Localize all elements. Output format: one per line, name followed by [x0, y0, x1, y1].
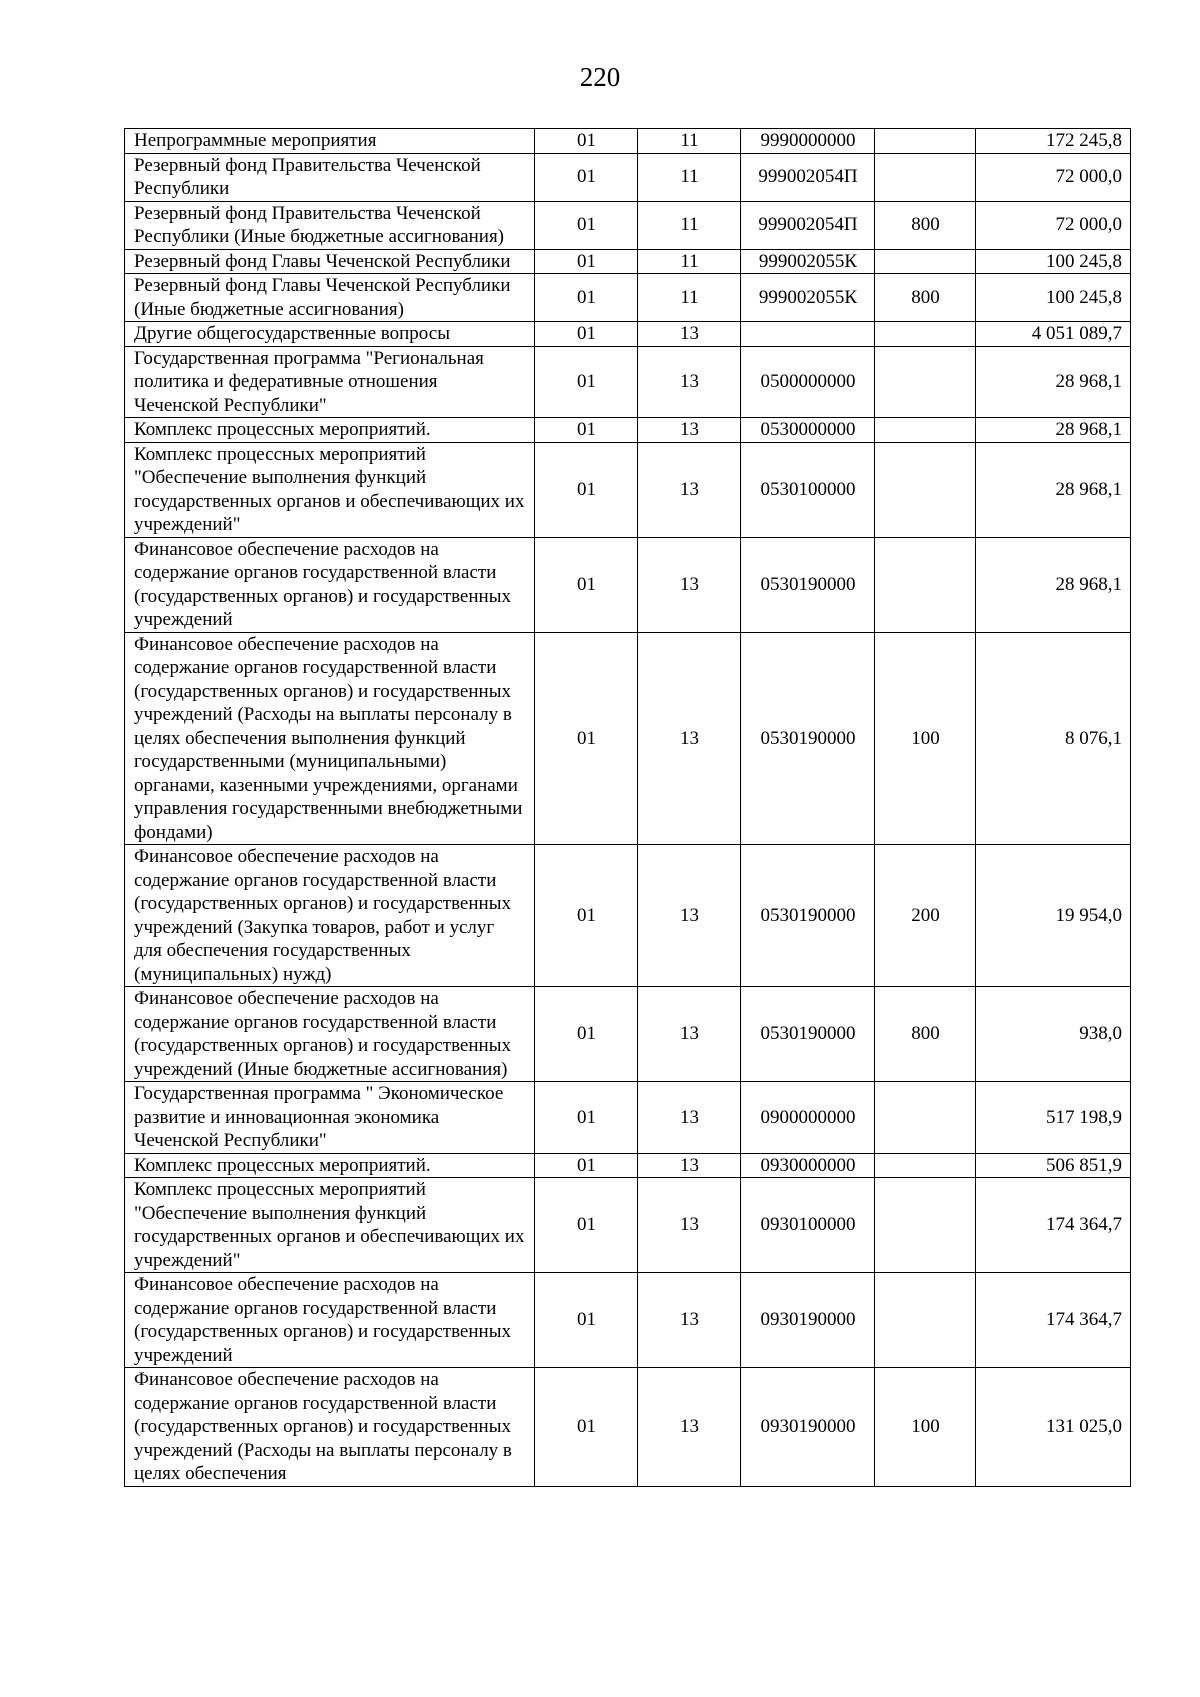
cell-amount: 938,0 [976, 987, 1131, 1082]
cell-name: Резервный фонд Главы Чеченской Республики (Иные бюджетные ассигнования) [125, 274, 535, 322]
cell-expense-type [875, 249, 976, 274]
table-row [125, 274, 1131, 322]
cell-amount: 4 051 089,7 [976, 322, 1131, 347]
cell-section: 01 [535, 201, 638, 249]
table-row [125, 346, 1131, 418]
cell-name: Государственная программа "Региональная политика и федеративные отношения Чеченской Республики" [125, 346, 535, 418]
cell-section: 01 [535, 322, 638, 347]
cell-amount: 100 245,8 [976, 249, 1131, 274]
cell-expense-type [875, 1178, 976, 1273]
cell-name: Резервный фонд Правительства Чеченской Республики [125, 153, 535, 201]
table-row [125, 201, 1131, 249]
table-row [125, 537, 1131, 632]
cell-target-article: 999002054П [741, 201, 875, 249]
cell-expense-type [875, 129, 976, 154]
cell-amount: 506 851,9 [976, 1153, 1131, 1178]
table-row [125, 845, 1131, 987]
cell-subsection: 11 [638, 129, 741, 154]
cell-expense-type [875, 322, 976, 347]
cell-expense-type: 200 [875, 845, 976, 987]
table-row [125, 442, 1131, 537]
cell-amount: 72 000,0 [976, 153, 1131, 201]
cell-amount: 19 954,0 [976, 845, 1131, 987]
cell-amount: 72 000,0 [976, 201, 1131, 249]
cell-section: 01 [535, 1153, 638, 1178]
cell-target-article: 0530000000 [741, 418, 875, 443]
cell-section: 01 [535, 249, 638, 274]
cell-name: Другие общегосударственные вопросы [125, 322, 535, 347]
cell-target-article: 9990000000 [741, 129, 875, 154]
cell-expense-type [875, 537, 976, 632]
cell-expense-type: 800 [875, 274, 976, 322]
cell-expense-type [875, 418, 976, 443]
cell-amount: 172 245,8 [976, 129, 1131, 154]
cell-subsection: 13 [638, 1178, 741, 1273]
cell-section: 01 [535, 1178, 638, 1273]
table-row [125, 322, 1131, 347]
cell-expense-type [875, 1153, 976, 1178]
cell-target-article: 0500000000 [741, 346, 875, 418]
cell-name: Резервный фонд Правительства Чеченской Республики (Иные бюджетные ассигнования) [125, 201, 535, 249]
cell-target-article: 0530190000 [741, 845, 875, 987]
cell-target-article: 0900000000 [741, 1082, 875, 1154]
cell-name: Резервный фонд Главы Чеченской Республики [125, 249, 535, 274]
table-row [125, 418, 1131, 443]
table-row [125, 249, 1131, 274]
cell-section: 01 [535, 845, 638, 987]
cell-target-article: 0530190000 [741, 537, 875, 632]
cell-subsection: 13 [638, 346, 741, 418]
cell-target-article: 0930000000 [741, 1153, 875, 1178]
cell-subsection: 11 [638, 274, 741, 322]
cell-name: Финансовое обеспечение расходов на содержание органов государственной власти (государственных органов) и государственных учреждений [125, 1273, 535, 1368]
cell-subsection: 13 [638, 418, 741, 443]
cell-section: 01 [535, 537, 638, 632]
cell-expense-type [875, 153, 976, 201]
table-row [125, 129, 1131, 154]
cell-amount: 28 968,1 [976, 346, 1131, 418]
cell-amount: 28 968,1 [976, 442, 1131, 537]
cell-target-article: 0530190000 [741, 987, 875, 1082]
cell-subsection: 13 [638, 322, 741, 347]
cell-subsection: 11 [638, 201, 741, 249]
table-row [125, 1178, 1131, 1273]
cell-section: 01 [535, 442, 638, 537]
cell-subsection: 13 [638, 442, 741, 537]
cell-target-article [741, 322, 875, 347]
cell-target-article: 999002055К [741, 274, 875, 322]
cell-name: Государственная программа " Экономическое развитие и инновационная экономика Чеченской Республики" [125, 1082, 535, 1154]
cell-section: 01 [535, 1368, 638, 1487]
cell-expense-type: 100 [875, 1368, 976, 1487]
budget-table-body [125, 129, 1131, 1487]
cell-expense-type: 100 [875, 632, 976, 845]
cell-section: 01 [535, 346, 638, 418]
cell-subsection: 13 [638, 845, 741, 987]
cell-target-article: 0530100000 [741, 442, 875, 537]
cell-expense-type [875, 1273, 976, 1368]
cell-expense-type: 800 [875, 987, 976, 1082]
cell-section: 01 [535, 274, 638, 322]
cell-expense-type [875, 1082, 976, 1154]
cell-subsection: 11 [638, 249, 741, 274]
cell-target-article: 0530190000 [741, 632, 875, 845]
table-row [125, 153, 1131, 201]
cell-name: Комплекс процессных мероприятий. [125, 1153, 535, 1178]
cell-subsection: 13 [638, 1082, 741, 1154]
cell-name: Финансовое обеспечение расходов на содержание органов государственной власти (государственных органов) и государственных учреждений (Закупка товаров, работ и услуг для обеспечения государственных (муниципальных) нужд) [125, 845, 535, 987]
cell-name: Финансовое обеспечение расходов на содержание органов государственной власти (государственных органов) и государственных учреждений (Иные бюджетные ассигнования) [125, 987, 535, 1082]
cell-target-article: 0930190000 [741, 1368, 875, 1487]
cell-name: Комплекс процессных мероприятий "Обеспечение выполнения функций государственных органов и обеспечивающих их учреждений" [125, 442, 535, 537]
cell-section: 01 [535, 632, 638, 845]
cell-subsection: 11 [638, 153, 741, 201]
cell-section: 01 [535, 153, 638, 201]
cell-name: Финансовое обеспечение расходов на содержание органов государственной власти (государственных органов) и государственных учреждений (Расходы на выплаты персоналу в целях обеспечения выполнения функций государственными (муниципальными) органами, казенными учреждениями, органами управления государственными внебюджетными фондами) [125, 632, 535, 845]
cell-subsection: 13 [638, 632, 741, 845]
cell-target-article: 999002055К [741, 249, 875, 274]
cell-name: Комплекс процессных мероприятий. [125, 418, 535, 443]
cell-amount: 8 076,1 [976, 632, 1131, 845]
table-row [125, 1368, 1131, 1487]
cell-subsection: 13 [638, 1368, 741, 1487]
cell-section: 01 [535, 129, 638, 154]
cell-target-article: 999002054П [741, 153, 875, 201]
cell-subsection: 13 [638, 1273, 741, 1368]
cell-amount: 131 025,0 [976, 1368, 1131, 1487]
table-row [125, 1273, 1131, 1368]
cell-amount: 174 364,7 [976, 1178, 1131, 1273]
cell-amount: 100 245,8 [976, 274, 1131, 322]
cell-section: 01 [535, 1082, 638, 1154]
cell-subsection: 13 [638, 1153, 741, 1178]
cell-expense-type [875, 442, 976, 537]
cell-amount: 28 968,1 [976, 418, 1131, 443]
cell-target-article: 0930190000 [741, 1273, 875, 1368]
page-number: 220 [579, 62, 621, 92]
cell-subsection: 13 [638, 537, 741, 632]
budget-table [124, 128, 1131, 1487]
cell-section: 01 [535, 418, 638, 443]
cell-name: Непрограммные мероприятия [125, 129, 535, 154]
cell-subsection: 13 [638, 987, 741, 1082]
cell-name: Комплекс процессных мероприятий "Обеспечение выполнения функций государственных органов и обеспечивающих их учреждений" [125, 1178, 535, 1273]
table-row [125, 987, 1131, 1082]
cell-amount: 174 364,7 [976, 1273, 1131, 1368]
cell-name: Финансовое обеспечение расходов на содержание органов государственной власти (государственных органов) и государственных учреждений [125, 537, 535, 632]
cell-section: 01 [535, 987, 638, 1082]
cell-expense-type: 800 [875, 201, 976, 249]
cell-section: 01 [535, 1273, 638, 1368]
table-row [125, 1153, 1131, 1178]
cell-amount: 28 968,1 [976, 537, 1131, 632]
cell-amount: 517 198,9 [976, 1082, 1131, 1154]
cell-expense-type [875, 346, 976, 418]
cell-name: Финансовое обеспечение расходов на содержание органов государственной власти (государственных органов) и государственных учреждений (Расходы на выплаты персоналу в целях обеспечения [125, 1368, 535, 1487]
table-row [125, 1082, 1131, 1154]
table-row [125, 632, 1131, 845]
cell-target-article: 0930100000 [741, 1178, 875, 1273]
